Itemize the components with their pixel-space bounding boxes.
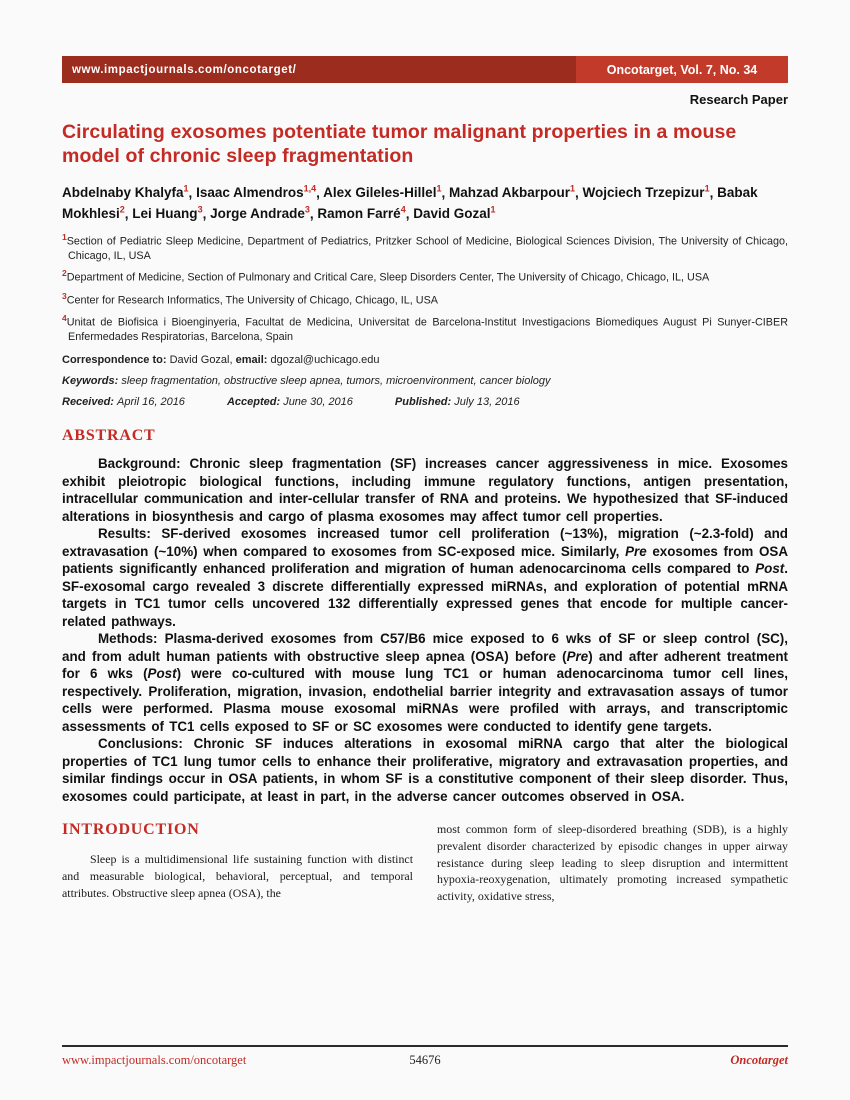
journal-url-link[interactable]: www.impactjournals.com/oncotarget/: [62, 56, 576, 83]
introduction-left-column: [62, 821, 413, 904]
introduction-right-column: [437, 821, 788, 904]
author-name: Mahzad Akbarpour$^1$: [448, 183, 576, 201]
affiliation: $^2$Department of Medicine, Section of Pulmonary and Critical Care, Sleep Disorders Center, The University of Chicago, Chicago, IL, USA: [62, 268, 710, 285]
correspondence-name: David Gozal,: [169, 353, 233, 366]
affiliation-number: 4: [62, 313, 67, 324]
paper-type-label: Research Paper: [689, 92, 788, 107]
author-affiliation-superscript: 3: [197, 204, 203, 215]
introduction-right-text: most common form of sleep-disordered breathing (SDB), is a highly prevalent disorder characterized by episodic changes in upper airway resistance during sleep leading to sleep disruption and intermittent hypoxia-reoxygenation, ultimately promoting increased sympathetic activity, oxidative stress,: [437, 822, 788, 904]
author-affiliation-superscript: 3: [304, 204, 310, 215]
keywords-line: [62, 374, 788, 388]
page-number: 54676: [409, 1053, 441, 1067]
affiliations-list: [62, 232, 788, 344]
correspondence-label: Correspondence to:: [62, 353, 167, 366]
introduction-left-text: Sleep is a multidimensional life sustaining function with distinct and measurable biological, behavioral, perceptual, and temporal attributes. Obstructive sleep apnea (OSA), the: [62, 852, 413, 900]
abstract-paragraph: Results: SF-derived exosomes increased tumor cell proliferation (~13%), migration (~2.3-fold) and extravasation (~10%) when compared to exosomes from SC-exposed mice. Similarly, Pre exosomes from OSA patients significantly enhanced proliferation and migration of human adenocarcinoma cells compared to Post. SF-exosomal cargo revealed 3 discrete differentially expressed miRNAs, and exploration of potential mRNA targets in TC1 tumor cells uncovered 132 differentially expressed genes that encode for multiple cancer-related pathways.: [62, 526, 788, 629]
dates-line: [62, 395, 788, 409]
email-address[interactable]: dgozal@uchicago.edu: [270, 353, 380, 366]
introduction-section: [62, 821, 788, 904]
journal-volume-label: Oncotarget, Vol. 7, No. 34: [576, 56, 788, 83]
author-name: Jorge Andrade$^3$: [210, 204, 310, 221]
abstract-body: [62, 455, 788, 805]
affiliation-number: 2: [62, 268, 67, 279]
article-meta: [62, 353, 788, 410]
page-footer: [62, 1045, 788, 1068]
author-affiliation-superscript: 1: [570, 183, 576, 194]
correspondence-line: [62, 353, 788, 367]
author-affiliation-superscript: 2: [119, 204, 125, 215]
authors-list: Abdelnaby Khalyfa$^1$, Isaac Almendros$^{1,4}$, Alex Gileles-Hillel$^1$, Mahzad Akbarpour$^1$, Wojciech Trzepizur$^1$, Babak Mokhlesi$^2$, Lei Huang$^3$, Jorge Andrade$^3$, Ramon Farré$^4$, David Gozal$^1$: [62, 183, 758, 221]
footer-journal-name: Oncotarget: [730, 1053, 788, 1067]
author-affiliation-superscript: 1: [436, 183, 442, 194]
abstract-paragraph: Background: Chronic sleep fragmentation (SF) increases cancer aggressiveness in mice. Exosomes exhibit pleiotropic biological functions, including immune regulatory functions, antigen presentation, intracellular communication and inter-cellular transfer of RNA and proteins. We hypothesized that SF-induced alterations in biosynthesis and cargo of plasma exosomes may affect tumor cell properties.: [62, 456, 788, 524]
author-name: Abdelnaby Khalyfa$^1$: [62, 183, 189, 201]
author-name: Lei Huang$^3$: [132, 204, 203, 221]
author-affiliation-superscript: 1: [490, 204, 496, 215]
author-name: Wojciech Trzepizur$^1$: [582, 183, 710, 201]
author-affiliation-superscript: 1: [183, 183, 189, 194]
author-affiliation-superscript: 4: [400, 204, 406, 215]
published-group: [395, 396, 520, 408]
abstract-paragraph: Conclusions: Chronic SF induces alterations in exosomal miRNA cargo that alter the biological properties of TC1 lung tumor cells to enhance their proliferative, migratory and extravasation properties, and similar findings occur in OSA patients, in whom SF is a constitutive component of their sleep disorder. Thus, exosomes could participate, at least in part, in the adverse cancer outcomes observed in OSA.: [62, 736, 788, 804]
keywords-label: Keywords:: [62, 374, 119, 387]
published-date: July 13, 2016: [454, 396, 520, 409]
accepted-date: June 30, 2016: [283, 396, 353, 409]
journal-header-bar: [62, 56, 788, 83]
affiliation-number: 1: [62, 232, 67, 243]
author-name: Isaac Almendros$^{1,4}$: [196, 183, 317, 201]
author-affiliation-superscript: 1: [704, 183, 710, 194]
received-date: April 16, 2016: [117, 396, 185, 409]
author-name: David Gozal$^1$: [413, 204, 496, 221]
author-name: Alex Gileles-Hillel$^1$: [323, 183, 442, 201]
received-group: [62, 396, 185, 408]
received-label: Received:: [62, 396, 114, 409]
author-name: Ramon Farré$^4$: [317, 204, 406, 221]
footer-url-link[interactable]: www.impactjournals.com/oncotarget: [62, 1053, 247, 1067]
affiliation: $^1$Section of Pediatric Sleep Medicine, Department of Pediatrics, Pritzker School of Medicine, Biological Sciences Division, The University of Chicago, Chicago, IL, USA: [62, 232, 788, 262]
accepted-label: Accepted:: [226, 396, 281, 409]
keywords-value: sleep fragmentation, obstructive sleep apnea, tumors, microenvironment, cancer biology: [121, 374, 551, 387]
affiliation-number: 3: [62, 290, 67, 301]
article-title: Circulating exosomes potentiate tumor malignant properties in a mouse model of chronic sleep fragmentation: [62, 121, 737, 168]
published-label: Published:: [394, 396, 452, 409]
email-label: email:: [235, 353, 268, 366]
affiliation: $^3$Center for Research Informatics, The University of Chicago, Chicago, IL, USA: [62, 290, 438, 307]
accepted-group: [227, 396, 353, 408]
introduction-heading: INTRODUCTION: [62, 821, 200, 839]
affiliation: $^4$Unitat de Biofisica i Bioenginyeria, Facultat de Medicina, Universitat de Barcelona-Institut Investigacions Biomediques August Pi Sunyer-CIBER Enfermedades Respiratorias, Barcelona, Spain: [62, 313, 788, 343]
abstract-heading: ABSTRACT: [62, 427, 156, 445]
author-name: Babak Mokhlesi$^2$: [62, 185, 758, 221]
abstract-paragraph: Methods: Plasma-derived exosomes from C57/B6 mice exposed to 6 wks of SF or sleep control (SC), and from adult human patients with obstructive sleep apnea (OSA) before (Pre) and after adherent treatment for 6 wks (Post) were co-cultured with mouse lung TC1 or human adenocarcinoma tumor cell lines, respectively. Proliferation, migration, invasion, endothelial barrier integrity and extravasation assays of tumor cells were performed. Plasma mouse exosomal miRNAs were profiled with arrays, and transcriptomic assessments of TC1 cells exposed to SF or SC exosomes were conducted to identify gene targets.: [62, 631, 788, 734]
author-affiliation-superscript: 1,4: [303, 183, 317, 194]
